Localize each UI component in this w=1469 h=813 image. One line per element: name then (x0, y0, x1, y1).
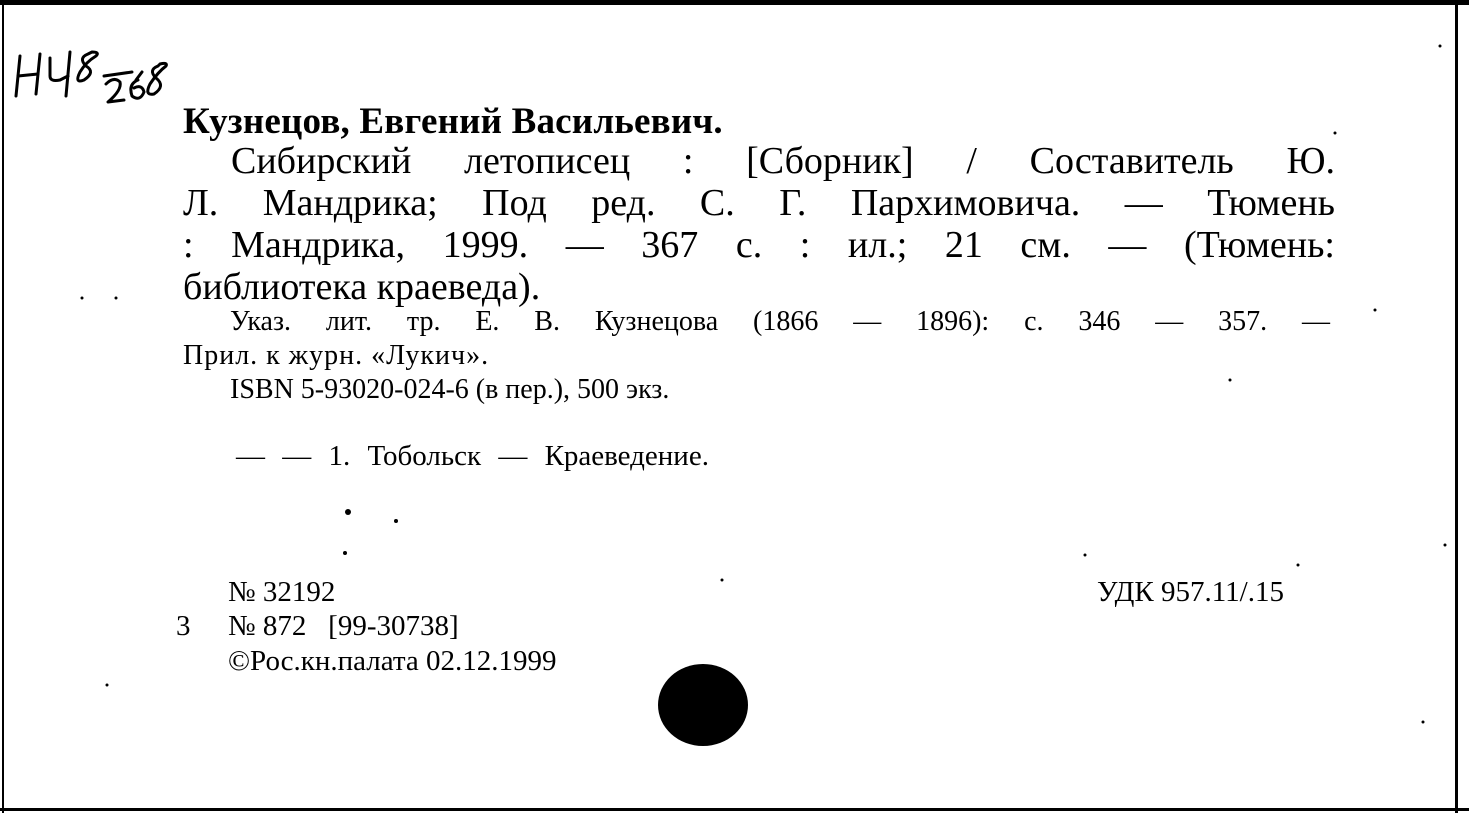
isbn-line: ISBN 5-93020-024-6 (в пер.), 500 экз. (230, 374, 670, 405)
title-line-3-text: : Мандрика, 1999. — 367 с. : ил.; 21 см. — (Тюмень: (183, 224, 1335, 266)
card-number: № 872 [99-30738] (228, 610, 459, 642)
note-line-1-text: Указ. лит. тр. Е. В. Кузнецова (1866 — 1896): с. 346 — 357. — (230, 306, 1330, 337)
title-line-4: библиотека краеведа). (183, 266, 541, 308)
udk-code: УДК 957.11/.15 (1097, 576, 1284, 608)
title-line-1-text: Сибирский летописец : [Сборник] / Составитель Ю. (231, 140, 1335, 182)
title-line-2-text: Л. Мандрика; Под ред. С. Г. Пархимовича. — Тюмень (183, 182, 1335, 224)
note-line-2: Прил. к журн. «Лукич». (183, 340, 490, 371)
registration-number: № 32192 (228, 576, 336, 608)
author-heading: Кузнецов, Евгений Васильевич. (183, 101, 723, 142)
copyright-line: ©Рос.кн.палата 02.12.1999 (228, 645, 557, 677)
subject-heading: — — 1. Тобольск — Краеведение. (236, 440, 709, 472)
card-number-prefix: 3 (176, 610, 191, 642)
